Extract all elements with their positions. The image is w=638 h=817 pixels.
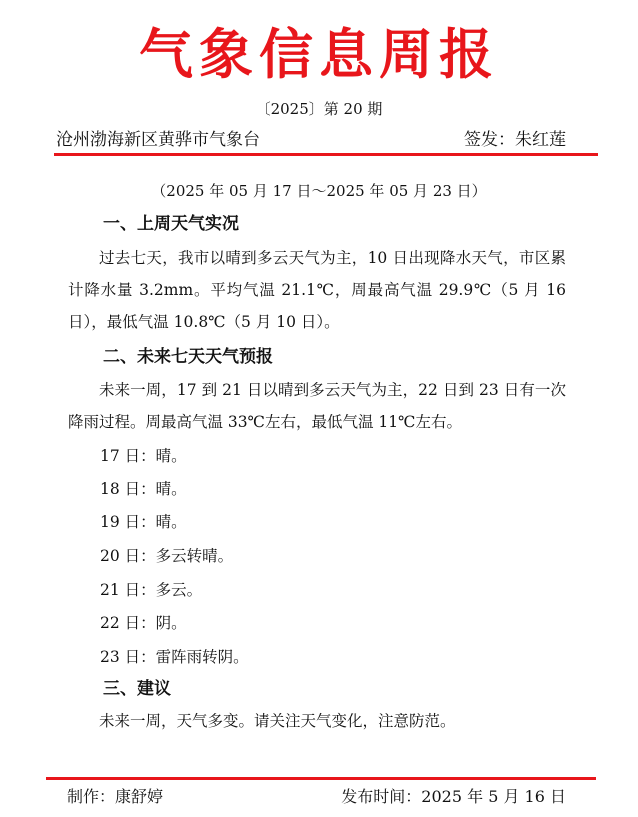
forecast-day: 17 日：晴。 [100, 447, 187, 465]
issuing-organization: 沧州渤海新区黄骅市气象台 [56, 130, 260, 150]
forecast-day: 18 日：晴。 [100, 480, 187, 498]
release-time: 发布时间：2025 年 5 月 16 日 [341, 787, 566, 806]
forecast-day: 22 日：阴。 [100, 614, 187, 632]
header-divider [54, 153, 598, 156]
section-heading-advice: 三、建议 [103, 679, 171, 699]
forecast-day: 23 日：雷阵雨转阴。 [100, 648, 249, 666]
bulletin-title: 气象信息周报 [139, 22, 499, 86]
producer: 制作：康舒婷 [67, 787, 164, 806]
footer-divider [46, 777, 596, 780]
section-heading-last-week: 一、上周天气实况 [103, 214, 239, 234]
forecast-day: 19 日：晴。 [100, 513, 187, 531]
signer: 签发：朱红莲 [464, 130, 566, 150]
last-week-summary: 过去七天，我市以晴到多云天气为主，10 日出现降水天气，市区累计降水量 3.2mm。平均气温 21.1℃，周最高气温 29.9℃（5 月 16 日），最低气温 10.8℃（5 月 10 日）。 [68, 249, 566, 331]
forecast-summary: 未来一周，17 到 21 日以晴到多云天气为主，22 日到 23 日有一次降雨过程。周最高气温 33℃左右，最低气温 11℃左右。 [68, 381, 566, 431]
date-range: （2025 年 05 月 17 日～2025 年 05 月 23 日） [151, 182, 487, 200]
forecast-day: 21 日：多云。 [100, 581, 203, 599]
advice-text: 未来一周，天气多变。请关注天气变化，注意防范。 [99, 712, 456, 730]
issue-number: 〔2025〕第 20 期 [255, 100, 383, 118]
forecast-day: 20 日：多云转晴。 [100, 547, 234, 565]
section-heading-forecast: 二、未来七天天气预报 [103, 347, 273, 367]
